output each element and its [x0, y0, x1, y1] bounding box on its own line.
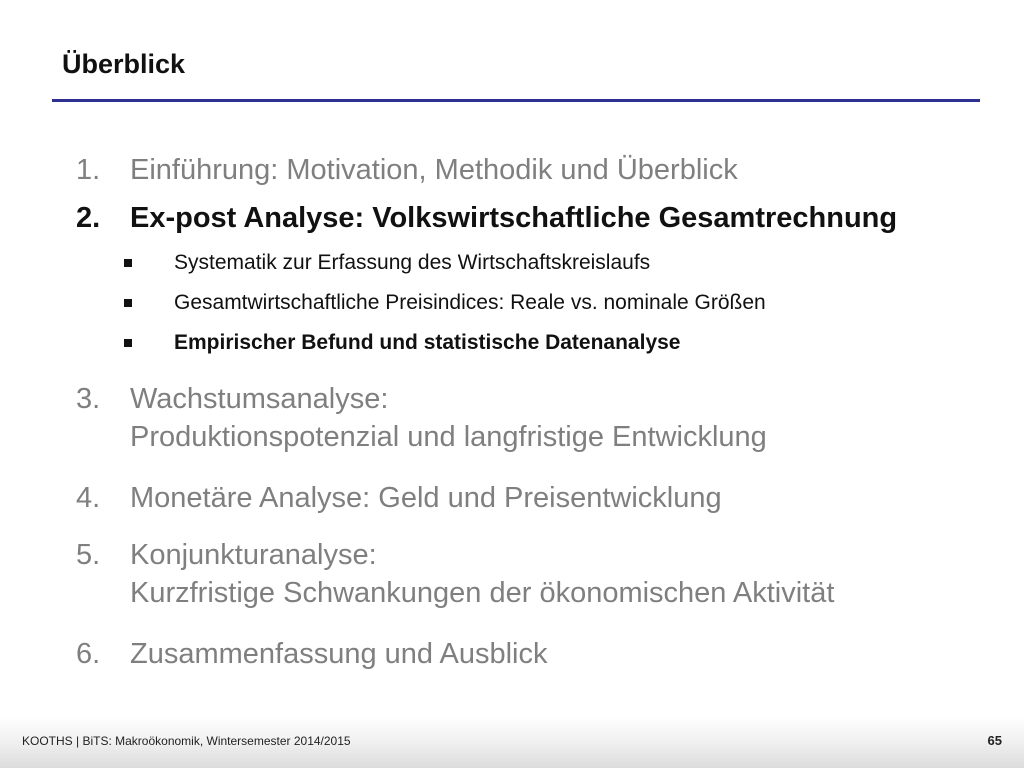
square-bullet-icon: [124, 339, 132, 347]
agenda-subitem-text: Empirischer Befund und statistische Datenanalyse: [174, 331, 681, 354]
agenda-item-text: Ex-post Analyse: Volkswirtschaftliche Gesamtrechnung: [130, 202, 898, 234]
page-number: 65: [987, 733, 1002, 748]
slide-title: Überblick: [62, 49, 186, 79]
square-bullet-icon: [124, 259, 132, 267]
agenda-item-text: [130, 380, 976, 456]
square-bullet-icon: [124, 299, 132, 307]
agenda-item-number: 6.: [76, 638, 101, 670]
agenda-item-text: [130, 536, 976, 612]
agenda-item-line: Wachstumsanalyse:: [130, 383, 389, 415]
agenda-item-line: Kurzfristige Schwankungen der ökonomischen Aktivität: [130, 577, 835, 609]
agenda-subitem-text: Systematik zur Erfassung des Wirtschaftskreislaufs: [174, 251, 651, 274]
agenda-item-number: 3.: [76, 383, 101, 415]
agenda-item-number: 2.: [76, 202, 101, 234]
agenda-item-line: Produktionspotenzial und langfristige Entwicklung: [130, 421, 767, 453]
agenda-item-number: 5.: [76, 539, 101, 571]
agenda-subitem-text: Gesamtwirtschaftliche Preisindices: Reale vs. nominale Größen: [174, 291, 766, 314]
agenda-item-line: Konjunkturanalyse:: [130, 539, 377, 571]
agenda-item-number: 4.: [76, 482, 101, 514]
footer-text: KOOTHS | BiTS: Makroökonomik, Wintersemester 2014/2015: [22, 734, 351, 748]
agenda-item-text: Einführung: Motivation, Methodik und Überblick: [130, 154, 738, 186]
agenda-item-text: Monetäre Analyse: Geld und Preisentwicklung: [130, 482, 722, 514]
agenda-item-text: Zusammenfassung und Ausblick: [130, 638, 548, 670]
agenda-item-number: 1.: [76, 154, 101, 186]
